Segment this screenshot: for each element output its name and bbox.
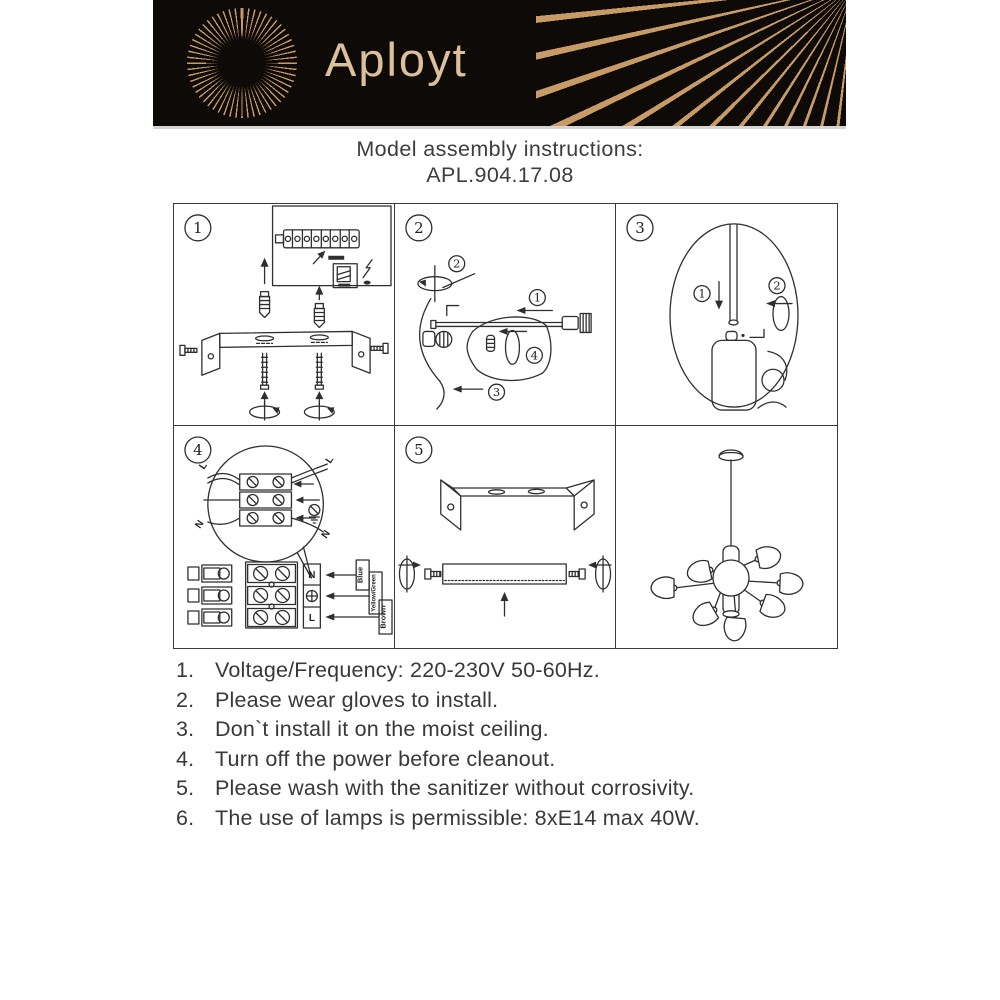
step2-badge — [406, 215, 432, 241]
panel-step-3 — [616, 204, 837, 426]
item-text: Voltage/Frequency: 220-230V 50-60Hz. — [215, 658, 600, 682]
step3-diagram-icon — [616, 204, 837, 425]
list-item — [176, 715, 876, 745]
rays-decoration-icon — [536, 0, 846, 126]
svg-text:3: 3 — [635, 218, 645, 237]
list-item — [176, 745, 876, 775]
item-number: 2. — [176, 687, 195, 712]
item-text: The use of lamps is permissible: 8xE14 max 40W. — [215, 805, 700, 830]
svg-text:2: 2 — [453, 256, 461, 271]
panel-step-1 — [174, 204, 395, 426]
list-item — [176, 804, 876, 834]
mounting-bracket-drawing — [202, 331, 370, 375]
item-number: 3. — [176, 717, 195, 741]
model-number: APL.904.17.08 — [426, 163, 574, 187]
panel-step-4 — [174, 426, 395, 648]
step4-badge — [185, 437, 211, 463]
step1-badge — [185, 215, 211, 241]
canopy-wall-curve — [420, 299, 459, 410]
svg-text:1: 1 — [698, 286, 706, 301]
svg-text:1: 1 — [533, 290, 541, 305]
nel-strip — [303, 564, 320, 628]
brand-name: Aployt — [325, 33, 468, 86]
item-number: 6. — [176, 805, 195, 830]
step5-badge — [406, 437, 432, 463]
list-item — [176, 656, 876, 686]
rotate-mark-2 — [418, 256, 475, 302]
item-number: 4. — [176, 746, 195, 771]
terminal-block-drawing — [188, 562, 298, 628]
wall-anchor-left — [260, 258, 270, 318]
svg-text:Brown: Brown — [378, 605, 388, 629]
item-number: 1. — [176, 658, 195, 682]
step3-badge — [627, 215, 653, 241]
wiring-bubble — [193, 446, 336, 578]
terminal-strip-inset — [273, 206, 391, 288]
svg-text:4: 4 — [530, 348, 539, 363]
svg-text:3: 3 — [492, 385, 501, 400]
wall-anchor-right — [314, 286, 324, 328]
svg-text:N: N — [193, 518, 207, 531]
zoom-ellipse — [670, 224, 798, 407]
chandelier — [651, 450, 803, 642]
rod-and-socket — [431, 314, 591, 333]
list-item — [176, 774, 876, 804]
item-number: 5. — [176, 776, 195, 800]
assembly-steps-grid — [173, 203, 838, 649]
item-text: Don`t install it on the moist ceiling. — [215, 717, 549, 741]
list-item — [176, 686, 876, 716]
wall-socket — [423, 331, 452, 347]
rod-into-body — [712, 225, 787, 410]
earth-icon — [306, 591, 317, 602]
item-text: Please wear gloves to install. — [215, 687, 499, 712]
svg-text:4: 4 — [193, 440, 203, 460]
svg-text:5: 5 — [414, 440, 424, 460]
panel-step-2 — [395, 204, 616, 426]
panel-final-product — [616, 426, 837, 648]
step4-diagram-icon — [174, 426, 394, 648]
brand-banner — [153, 0, 846, 129]
chandelier-drawing-icon — [616, 426, 837, 648]
svg-text:Blue: Blue — [355, 566, 365, 584]
insert-mark-1 — [694, 282, 723, 310]
bracket-drawing — [441, 480, 594, 530]
title-block — [0, 136, 1000, 188]
rotate-mark-2 — [766, 278, 792, 331]
screws-and-turn-arrows — [180, 343, 388, 420]
item-text: Turn off the power before cleanout. — [215, 746, 556, 771]
wire-color-labels — [325, 560, 392, 634]
svg-text:N: N — [319, 528, 333, 541]
step2-diagram-icon — [395, 204, 615, 425]
item-text: Please wash with the sanitizer without corrosivity. — [215, 776, 695, 800]
cover-plate-drawing — [399, 556, 611, 616]
svg-text:2: 2 — [414, 218, 424, 237]
title-line: Model assembly instructions: — [356, 137, 644, 161]
svg-text:N: N — [308, 569, 316, 582]
insert-mark-1 — [516, 290, 552, 314]
panel-step-5 — [395, 426, 616, 648]
step5-diagram-icon — [395, 426, 615, 648]
svg-text:L: L — [197, 460, 210, 472]
svg-text:Yellow/Green: Yellow/Green — [371, 574, 378, 612]
safety-instructions-list — [176, 656, 876, 833]
slide-mark-3 — [453, 384, 505, 400]
svg-text:2: 2 — [773, 278, 781, 293]
svg-text:1: 1 — [193, 218, 203, 237]
starburst-logo-icon — [187, 8, 297, 118]
step1-diagram-icon — [174, 204, 394, 425]
svg-text:L: L — [323, 454, 337, 466]
svg-text:L: L — [308, 612, 315, 625]
